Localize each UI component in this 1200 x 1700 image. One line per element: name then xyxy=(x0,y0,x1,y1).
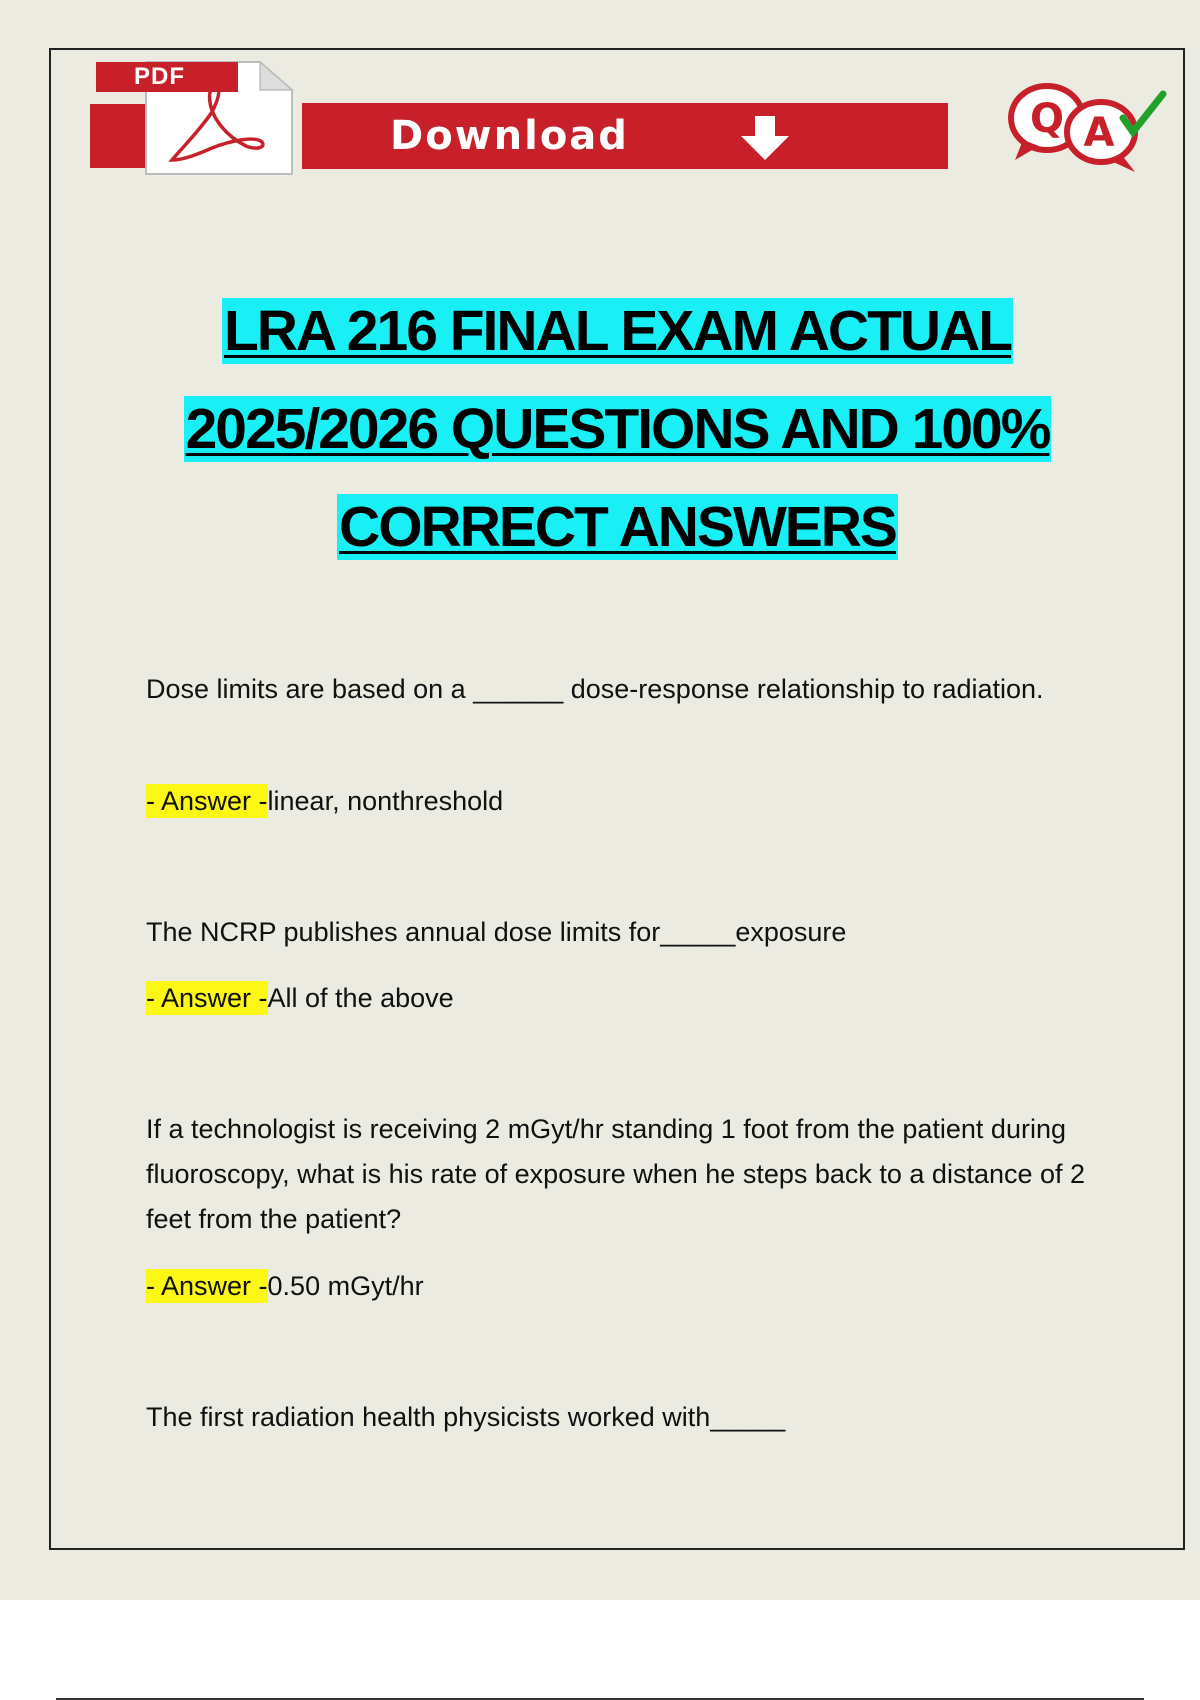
answer-1 xyxy=(146,781,503,821)
question-3: If a technologist is receiving 2 mGyt/hr standing 1 foot from the patient during fluoroscopy, what is his rate of exposure when he steps back to a distance of 2 feet from the patient? xyxy=(146,1114,1086,1234)
answer-prefix-highlight: - Answer - xyxy=(146,786,268,816)
answer-prefix-highlight: - Answer - xyxy=(146,1271,268,1301)
qa-logo-q: Q xyxy=(1029,96,1065,142)
banner-left-bar xyxy=(90,104,150,168)
answer-text: linear, nonthreshold xyxy=(267,786,504,816)
answer-2 xyxy=(146,978,454,1018)
download-button-label[interactable]: Download xyxy=(390,113,629,159)
title-line-2: 2025/2026 QUESTIONS AND 100% xyxy=(185,397,1050,461)
answer-text: All of the above xyxy=(267,983,454,1013)
answer-text: 0.50 mGyt/hr xyxy=(267,1271,424,1301)
question-2: The NCRP publishes annual dose limits for_____exposure xyxy=(146,917,847,947)
answer-3 xyxy=(146,1266,424,1306)
qa-logo-a: A xyxy=(1083,110,1115,156)
document-title xyxy=(60,298,1175,592)
pdf-tab-label: PDF xyxy=(96,62,238,92)
question-1: Dose limits are based on a ______ dose-response relationship to radiation. xyxy=(146,674,1044,704)
answer-prefix-highlight: - Answer - xyxy=(146,983,268,1013)
qa-logo-icon xyxy=(1005,78,1173,178)
arrow-down-icon xyxy=(735,114,795,162)
question-4: The first radiation health physicists worked with_____ xyxy=(146,1402,786,1432)
title-line-1: LRA 216 FINAL EXAM ACTUAL xyxy=(223,299,1012,363)
title-line-3: CORRECT ANSWERS xyxy=(339,495,896,559)
download-banner[interactable] xyxy=(90,58,860,178)
